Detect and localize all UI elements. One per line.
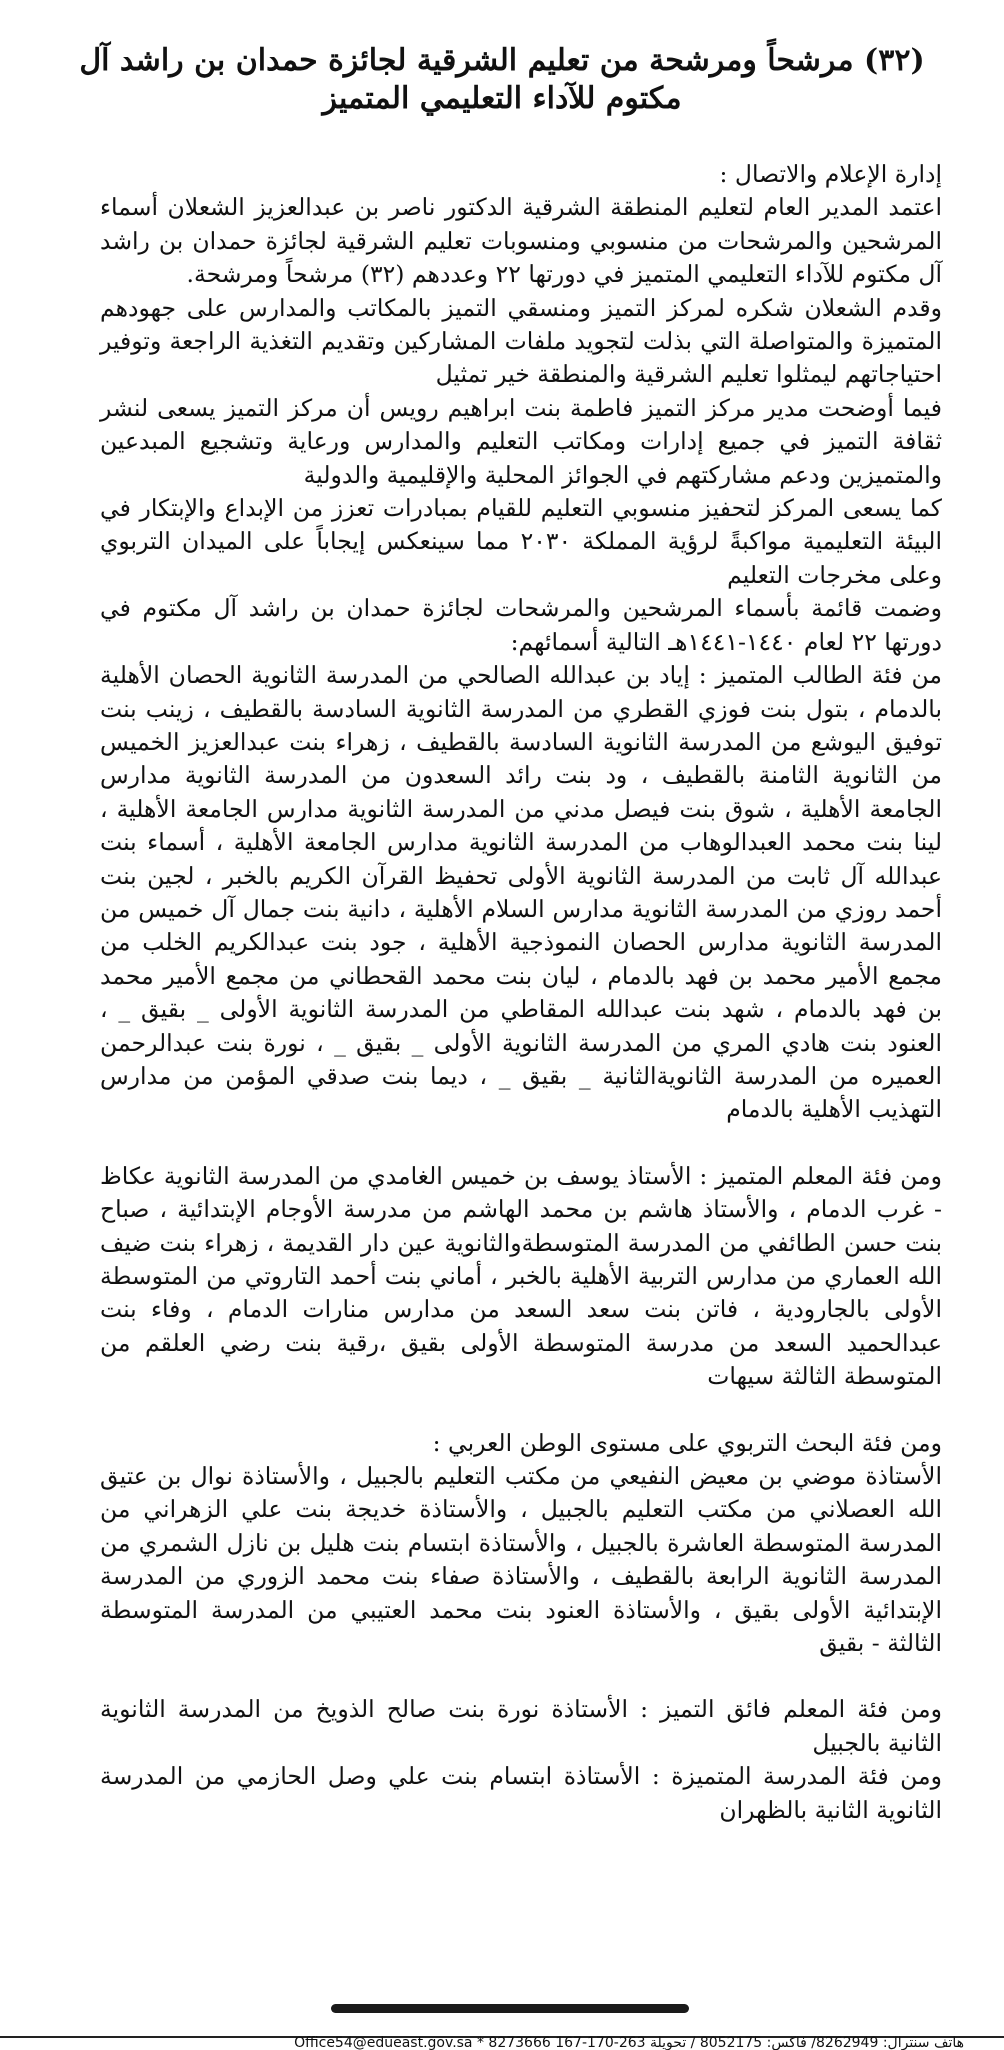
paragraph-outstanding-teacher: ومن فئة المعلم فائق التميز : الأستاذة نورة بنت صالح الذويخ من المدرسة الثانوية الثانية بالجبيل xyxy=(100,1695,942,1757)
paragraph-approval: اعتمد المدير العام لتعليم المنطقة الشرقية الدكتور ناصر بن عبدالعزيز الشعلان أسماء المرشحين والمرشحات من منسوبي ومنسوبات تعليم الشرقية لجائزة حمدان بن راشد آل مكتوم للآداء التعليمي المتميز في دورتها ٢٢ وعددهم (٣٢) مرشحاً ومرشحة. xyxy=(100,193,942,289)
paragraph-research: الأستاذة موضي بن معيض النفيعي من مكتب التعليم بالجبيل ، والأستاذة نوال بن عتيق الله العصلاني من مكتب التعليم بالجبيل ، والأستاذة خديجة بنت علي الزهراني من المدرسة المتوسطة العاشرة بالجبيل ، والأستاذة ابتسام بنت هليل بن نازل الشمري من المدرسة الثانوية الرابعة بالقطيف ، والأستاذة صفاء بنت محمد الزوري من المدرسة الإبتدائية الأولى بقيق ، والأستاذة العنود بنت محمد العتيبي من المدرسة المتوسطة الثالثة - بقيق xyxy=(100,1462,942,1658)
footer-contact: هاتف سنترال: 8262949/ فاكس: 8052175 / تحويلة 263-170-167 8273666 * Office54@edueast.gov.sa xyxy=(294,2036,964,2050)
department-line: إدارة الإعلام والاتصال : xyxy=(719,160,942,188)
paragraph-innovation: كما يسعى المركز لتحفيز منسوبي التعليم للقيام بمبادرات تعزز من الإبداع والإبتكار في البيئة التعليمية مواكبةً لرؤية المملكة ٢٠٣٠ مما سينعكس إيجاباً على الميدان التربوي وعلى مخرجات التعليم xyxy=(100,494,942,589)
research-heading: ومن فئة البحث التربوي على مستوى الوطن العربي : xyxy=(432,1428,942,1457)
paragraph-distinguished-school: ومن فئة المدرسة المتميزة : الأستاذة ابتسام بنت علي وصل الحازمي من المدرسة الثانوية الثانية بالظهران xyxy=(100,1762,942,1824)
horizontal-scrollbar[interactable] xyxy=(331,2004,689,2013)
paragraph-thanks: وقدم الشعلان شكره لمركز التميز ومنسقي التميز بالمكاتب والمدارس على جهودهم المتميزة والمتواصلة التي بذلت لتجويد ملفات المشاركين وتقديم التغذية الراجعة وتوفير احتياجاتهم ليمثلوا تعليم الشرقية والمنطقة خير تمثيل xyxy=(100,293,942,389)
paragraph-students: من فئة الطالب المتميز : إياد بن عبدالله الصالحي من المدرسة الثانوية الحصان الأهلية بالدمام ، بتول بنت فوزي القطري من المدرسة الثانوية السادسة بالقطيف ، زينب بنت توفيق اليوشع من المدرسة الثانوية السادسة بالقطيف ، زهراء بنت عبدالعزيز الخميس من الثانوية الثامنة بالقطيف ، ود بنت رائد السعدون من المدرسة الثانوية مدارس الجامعة الأهلية ، شوق بنت فيصل مدني من المدرسة الثانوية مدارس الجامعة الأهلية ، لينا بنت محمد العبدالوهاب من المدرسة الثانوية مدارس الجامعة الأهلية ، أسماء بنت عبدالله آل ثابت من المدرسة الثانوية الأولى تحفيظ القرآن الكريم بالخبر ، لجين بنت أحمد روزي من المدرسة الثانوية مدارس السلام الأهلية ، دانية بنت جمال آل خميس من المدرسة الثانوية مدارس الحصان النموذجية الأهلية ، جود بنت عبدالكريم الخلب من مجمع الأمير محمد بن فهد بالدمام ، ليان بنت محمد القحطاني من مجمع الأمير محمد بن فهد بالدمام ، شهد بنت عبدالله المقاطي من المدرسة الثانوية الأولى _ بقيق _ ، العنود بنت هادي المري من المدرسة الثانوية الأولى _ بقيق _ ، نورة بنت عبدالرحمن العميره من المدرسة الثانويةالثانية _ بقيق _ ، ديما بنت صدقي المؤمن من مدارس التهذيب الأهلية بالدمام xyxy=(100,661,942,1124)
spacer xyxy=(100,1394,942,1427)
spacer xyxy=(100,1127,942,1160)
article-title: (٣٢) مرشحاً ومرشحة من تعليم الشرقية لجائزة حمدان بن راشد آل مكتوم للآداء التعليمي المتميز xyxy=(79,43,925,116)
paragraph-teachers: ومن فئة المعلم المتميز : الأستاذ يوسف بن خميس الغامدي من المدرسة الثانوية عكاظ - غرب الدمام ، والأستاذ هاشم بن محمد الهاشم من مدرسة الأوجام الإبتدائية ، صباح بنت حسن الطائفي من المدرسة المتوسطةوالثانوية عين دار القديمة ، زهراء بنت ضيف الله العماري من مدارس التربية الأهلية بالخبر ، أماني بنت أحمد التاروتي من المتوسطة الأولى بالجارودية ، فاتن بنت سعد السعد من مدارس منارات الدمام ، وفاء بنت عبدالحميد السعد من مدرسة المتوسطة الأولى بقيق ،رقية بنت رضي العلقم من المتوسطة الثالثة سيهات xyxy=(100,1161,942,1391)
spacer xyxy=(100,1660,942,1693)
paragraph-center-mission: فيما أوضحت مدير مركز التميز فاطمة بنت ابراهيم رويس أن مركز التميز يسعى لنشر ثقافة التميز في جميع إدارات ومكاتب التعليم والمدارس ورعاية وتشجيع المبدعين والمتميزين ودعم مشاركتهم في الجوائز المحلية والإقليمية والدولية xyxy=(100,393,942,489)
article-body xyxy=(100,158,942,1827)
paragraph-list-intro: وضمت قائمة بأسماء المرشحين والمرشحات لجائزة حمدان بن راشد آل مكتوم في دورتها ٢٢ لعام ١٤٤٠-١٤٤١هـ التالية أسمائهم: xyxy=(100,594,942,656)
